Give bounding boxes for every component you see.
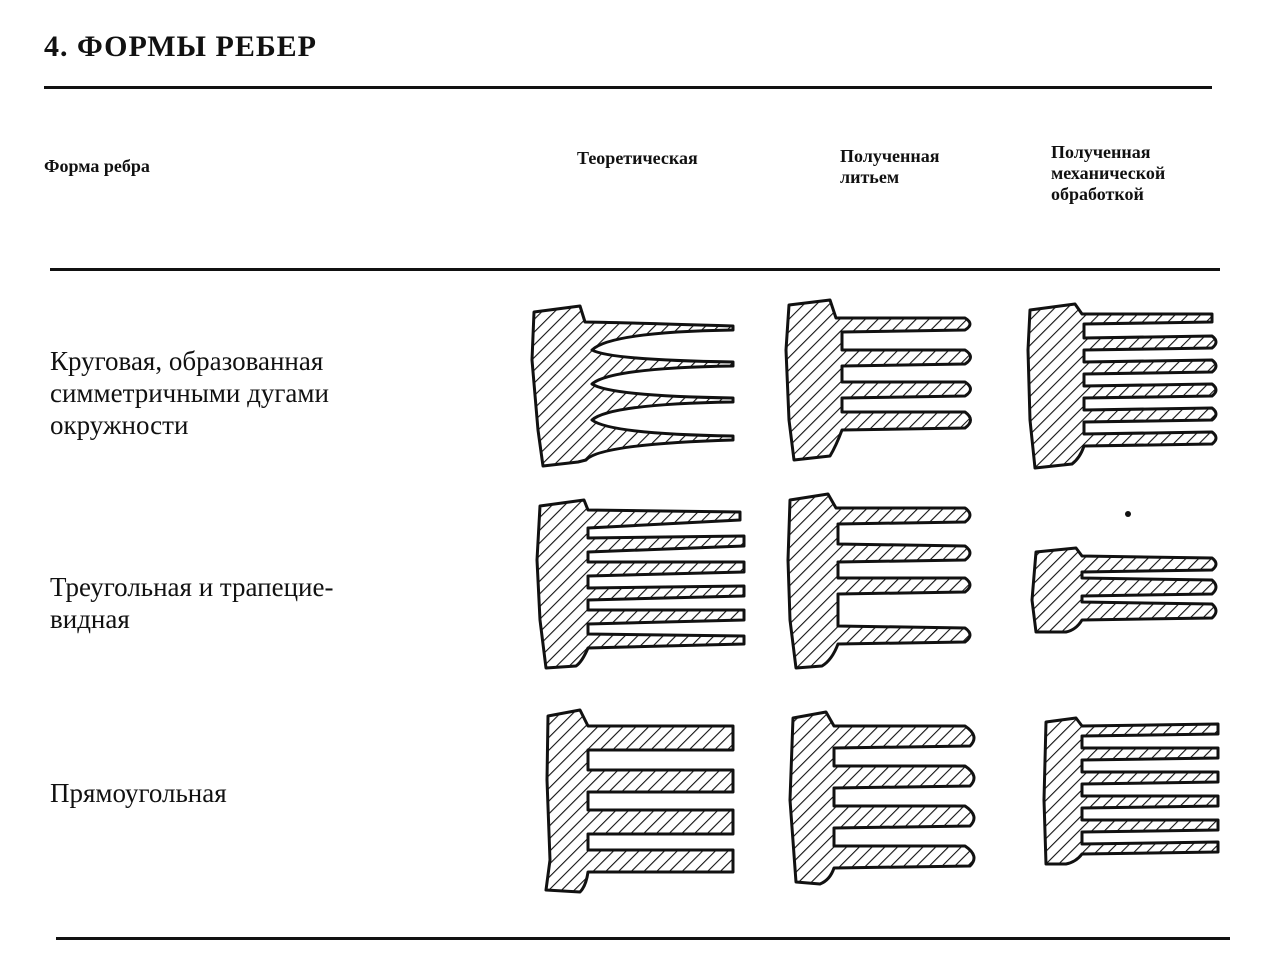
row-label-circular-line2: симметричными дугами [50,378,329,408]
fin-circular-cast [786,300,971,460]
row-label-circular-line3: окружности [50,410,189,440]
header-cast-line1: Полученная [840,146,940,166]
row-label-rectangular-line1: Прямоугольная [50,778,227,808]
header-theoretical: Теоретическая [577,148,698,168]
header-form: Форма ребра [44,156,150,176]
fin-triangular-cast [788,494,970,668]
fin-triangular-theoretical [537,500,744,668]
header-machined-line1: Полученная [1051,142,1151,162]
header-cast-line2: литьем [840,167,900,187]
row-label-triangular-line2: видная [50,604,130,634]
fin-rectangular-cast [790,712,974,884]
header-machined-line3: обработкой [1051,184,1144,204]
row-label-circular-line1: Круговая, образованная [50,346,324,376]
fin-triangular-machined [1032,548,1216,632]
row-label-triangular-line1: Треугольная и трапецие- [50,572,334,602]
fin-rectangular-machined [1044,718,1218,864]
speck-dot [1125,511,1131,517]
page-title: 4. ФОРМЫ РЕБЕР [44,30,317,63]
fin-circular-theoretical [532,306,733,466]
fin-rectangular-theoretical [546,710,733,892]
fin-circular-machined [1028,304,1216,468]
header-machined-line2: механической [1051,163,1166,183]
